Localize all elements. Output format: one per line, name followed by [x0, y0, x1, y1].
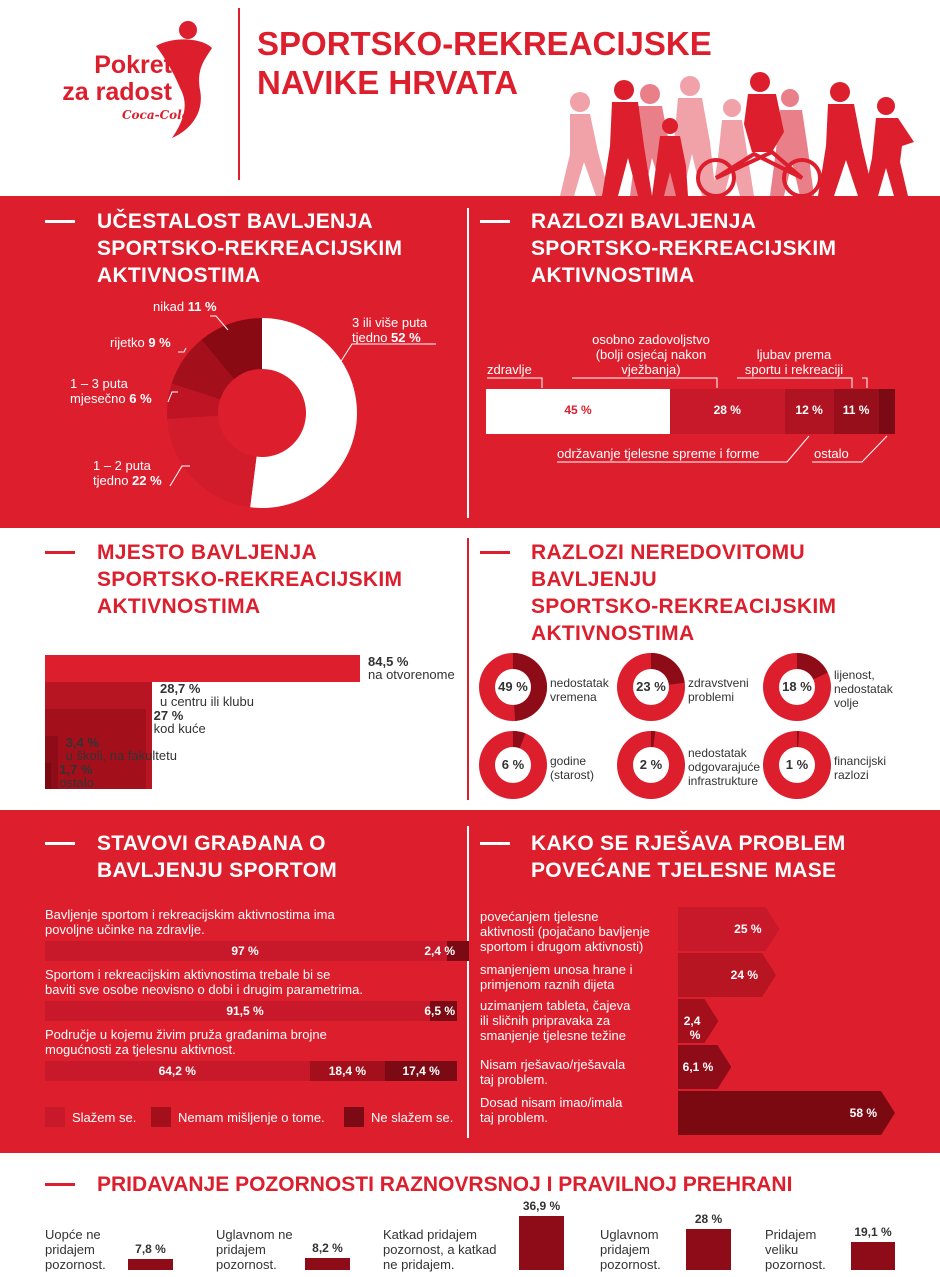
- place-title-line2: SPORTSKO-REKREACIJSKIM: [97, 568, 403, 591]
- irregular-label-line: (starost): [550, 768, 595, 782]
- attitude-agree-value: 91,5 %: [226, 1004, 264, 1018]
- diet-label-line: pridajem: [216, 1242, 266, 1257]
- diet-label-line: ne pridajem.: [383, 1257, 455, 1272]
- diet-bar-1: [305, 1258, 350, 1270]
- frequency-title-line2: SPORTSKO-REKREACIJSKIM: [97, 237, 403, 260]
- weight-value: 58 %: [849, 1106, 877, 1120]
- diet-label-line: pozornost.: [765, 1257, 826, 1272]
- reasons-segment-value: 12 %: [795, 403, 823, 417]
- weight-label-line: uzimanjem tableta, čajeva: [480, 998, 631, 1013]
- place-value: 84,5 %: [368, 654, 409, 669]
- irregular-label-3: [550, 754, 594, 782]
- weight-label-3: [480, 1057, 625, 1087]
- place-title-line3: AKTIVNOSTIMA: [97, 595, 261, 618]
- diet-label-line: Uglavnom: [600, 1227, 659, 1242]
- weight-label-line: ili sličnih pripravaka za: [480, 1013, 611, 1028]
- diet-bar-3: [686, 1229, 731, 1270]
- reasons-segment-value: 11 %: [842, 403, 870, 417]
- place-label-2: [154, 709, 206, 735]
- attitude-disagree-value: 2,4 %: [424, 944, 455, 958]
- weight-value: 6,1 %: [682, 1060, 714, 1074]
- place-label-4: [59, 763, 94, 789]
- place-text: ostalo: [59, 775, 95, 790]
- freq-label-never: nikad 11 %: [153, 299, 217, 314]
- irregular-value: 18 %: [782, 679, 812, 694]
- diet-label-4: [765, 1227, 826, 1272]
- place-dash: [45, 551, 75, 554]
- weight-title-line1: KAKO SE RJEŠAVA PROBLEM: [531, 832, 846, 855]
- section2-divider: [467, 538, 469, 800]
- place-value: 3,4 %: [65, 735, 99, 750]
- diet-dash: [45, 1183, 75, 1186]
- irregular-label-line: nedostatak: [688, 746, 747, 760]
- irregular-title-line3: SPORTSKO-REKREACIJSKIM: [531, 595, 837, 618]
- irregular-value: 23 %: [636, 679, 666, 694]
- attitude-statement-1: [45, 967, 363, 997]
- irregular-label-4: [688, 746, 760, 788]
- weight-title-line2: POVEĆANE TJELESNE MASE: [531, 859, 837, 882]
- reasons-title-line2: SPORTSKO-REKREACIJSKIM: [531, 237, 837, 260]
- reasons-segment-value: 45 %: [564, 403, 592, 417]
- weight-arrow-chart: [478, 907, 918, 1133]
- diet-chart: [0, 1200, 940, 1277]
- irregular-label-line: problemi: [688, 690, 735, 704]
- diet-bar-2: [519, 1216, 564, 1270]
- attitude-statement-2: [45, 1027, 327, 1057]
- attitudes-title-line2: BAVLJENJU SPORTOM: [97, 859, 338, 882]
- diet-value-0: 7,8 %: [135, 1241, 166, 1256]
- diet-value-3: 28 %: [694, 1212, 723, 1227]
- irregular-label-0: [550, 676, 609, 704]
- diet-label-line: pozornost.: [45, 1257, 106, 1272]
- place-value: 27 %: [153, 708, 184, 723]
- weight-label-line: smanjenje tjelesne težine: [480, 1028, 626, 1043]
- attitude-disagree-value: 17,4 %: [402, 1064, 440, 1078]
- frequency-leader-lines: [0, 196, 467, 528]
- attitude-statement-line: Sportom i rekreacijskim aktivnostima trebale bi se: [45, 967, 331, 982]
- place-title: [97, 539, 402, 620]
- diet-label-line: Pridajem: [765, 1227, 817, 1242]
- irregular-label-line: nedostatak: [834, 682, 893, 696]
- attitude-statement-line: Bavljenje sportom i rekreacijskim aktivnostima ima: [45, 907, 335, 922]
- diet-title: PRIDAVANJE POZORNOSTI RAZNOVRSNOJ I PRAVILNOJ PREHRANI: [97, 1173, 793, 1196]
- reasons-title-line1: RAZLOZI BAVLJENJA: [531, 210, 757, 233]
- irregular-label-line: infrastrukture: [688, 774, 759, 788]
- diet-label-2: [383, 1227, 496, 1272]
- weight-label-4: [480, 1095, 622, 1125]
- attitude-statement-line: povoljne učinke na zdravlje.: [45, 922, 205, 937]
- frequency-title-line1: UČESTALOST BAVLJENJA: [97, 210, 373, 233]
- irregular-donut-grid: [478, 652, 938, 802]
- place-text: na otvorenome: [368, 667, 455, 682]
- diet-value-2: 36,9 %: [522, 1199, 561, 1213]
- weight-label-line: taj problem.: [480, 1110, 548, 1125]
- diet-label-0: [45, 1227, 106, 1272]
- diet-bar-0: [128, 1259, 173, 1270]
- page-title-line1: SPORTSKO-REKREACIJSKE: [257, 25, 712, 62]
- place-text: u školi, na fakultetu: [65, 748, 177, 763]
- place-text: kod kuće: [153, 721, 206, 736]
- section3-divider: [467, 826, 469, 1138]
- irregular-label-2: [834, 668, 893, 710]
- weight-label-1: [480, 962, 632, 992]
- irregular-label-line: zdravstveni: [688, 676, 749, 690]
- frequency-title-line3: AKTIVNOSTIMA: [97, 264, 261, 287]
- diet-value-1: 8,2 %: [312, 1241, 343, 1255]
- reasons-label-love: ljubav prema sportu i rekreaciji: [744, 347, 844, 377]
- weight-label-line: smanjenjem unosa hrane i: [480, 962, 633, 977]
- weight-label-line: taj problem.: [480, 1072, 548, 1087]
- reasons-label-fitness: održavanje tjelesne spreme i forme: [557, 446, 760, 461]
- irregular-label-line: razlozi: [834, 768, 869, 782]
- freq-label-weekly12: 1 – 2 puta tjedno 22 %: [93, 458, 162, 488]
- diet-label-line: pozornost, a katkad: [383, 1242, 497, 1257]
- legend-swatch-1: [151, 1107, 171, 1127]
- diet-label-line: Katkad pridajem: [383, 1227, 477, 1242]
- attitudes-legend: [45, 1107, 465, 1131]
- irregular-value: 2 %: [639, 757, 663, 772]
- irregular-title-line4: AKTIVNOSTIMA: [531, 622, 695, 645]
- freq-label-rarely: rijetko 9 %: [110, 335, 171, 350]
- irregular-value: 1 %: [785, 757, 809, 772]
- diet-bar-4: [851, 1242, 895, 1270]
- diet-label-line: pridajem: [45, 1242, 95, 1257]
- irregular-value: 49 %: [498, 679, 528, 694]
- diet-label-1: [216, 1227, 293, 1272]
- attitude-agree-value: 97 %: [231, 944, 259, 958]
- irregular-label-line: odgovarajuće: [688, 760, 761, 774]
- place-value: 28,7 %: [159, 681, 201, 696]
- place-label-1: [160, 682, 254, 708]
- attitude-statement-line: baviti sve osobe neovisno o dobi i drugim parametrima.: [45, 982, 363, 997]
- place-label-3: [66, 736, 177, 762]
- weight-label-line: povećanjem tjelesne: [480, 909, 599, 924]
- attitudes-statements: [45, 907, 457, 1087]
- attitude-disagree-value: 6,5 %: [424, 1004, 455, 1018]
- legend-swatch-2: [344, 1107, 364, 1127]
- diet-label-line: pridajem: [600, 1242, 650, 1257]
- freq-label-weekly3: 3 ili više puta tjedno 52 %: [352, 315, 428, 345]
- irregular-label-line: vremena: [550, 690, 597, 704]
- irregular-title-line2: BAVLJENJU: [531, 568, 658, 591]
- place-text: u centru ili klubu: [159, 694, 254, 709]
- irregular-label-line: godine: [550, 754, 587, 768]
- irregular-title-line1: RAZLOZI NEREDOVITOMU: [531, 541, 805, 564]
- logo-brand: Coca-Cola: [122, 108, 190, 122]
- weight-value: 25 %: [734, 922, 762, 936]
- logo-text: [48, 52, 172, 106]
- weight-label-line: Nisam rješavao/rješavala: [480, 1057, 626, 1072]
- irregular-title: [531, 539, 836, 647]
- reasons-label-other: ostalo: [814, 446, 849, 461]
- attitudes-title-line1: STAVOVI GRAĐANA O: [97, 832, 326, 855]
- irregular-dash: [480, 551, 510, 554]
- attitude-neutral-value: 18,4 %: [328, 1064, 367, 1078]
- place-bar-chart: [45, 655, 465, 795]
- place-bar-4: [45, 763, 51, 789]
- legend-swatch-0: [45, 1107, 65, 1127]
- irregular-label-line: lijenost,: [834, 668, 875, 682]
- diet-label-line: pozornost.: [600, 1257, 661, 1272]
- weight-label-line: primjenom raznih dijeta: [480, 977, 615, 992]
- header: [0, 0, 940, 196]
- irregular-label-5: [834, 754, 886, 782]
- diet-label-3: [600, 1227, 661, 1272]
- irregular-label-line: financijski: [834, 754, 887, 768]
- freq-label-monthly: 1 – 3 puta mjesečno 6 %: [70, 376, 152, 406]
- irregular-value: 6 %: [501, 757, 525, 772]
- attitude-statement-line: Područje u kojemu živim pruža građanima brojne: [45, 1027, 327, 1042]
- diet-value-4: 19,1 %: [854, 1225, 892, 1240]
- reasons-label-health: zdravlje: [487, 362, 532, 377]
- diet-label-line: pozornost.: [216, 1257, 277, 1272]
- weight-value: 24 %: [730, 968, 758, 982]
- legend-label-1: Nemam mišljenje o tome.: [178, 1110, 325, 1125]
- attitudes-title: [97, 830, 337, 884]
- place-bar-0: [45, 655, 360, 682]
- diet-label-line: Uopće ne: [45, 1227, 101, 1242]
- logo-line2: za radost: [62, 78, 172, 106]
- people-silhouettes-icon: [540, 62, 930, 196]
- place-value: 1,7 %: [59, 762, 93, 777]
- place-title-line1: MJESTO BAVLJENJA: [97, 541, 317, 564]
- logo-line1: Pokret: [94, 51, 172, 79]
- reasons-title-line3: AKTIVNOSTIMA: [531, 264, 695, 287]
- reasons-segment-value: 28 %: [713, 403, 741, 417]
- place-label-0: [368, 655, 455, 681]
- weight-dash: [480, 842, 510, 845]
- diet-label-line: veliku: [765, 1242, 799, 1257]
- irregular-label-line: volje: [834, 696, 859, 710]
- weight-label-line: Dosad nisam imao/imala: [480, 1095, 623, 1110]
- weight-label-line: aktivnosti (pojačano bavljenje: [480, 924, 650, 939]
- reasons-label-satisfaction: osobno zadovoljstvo (bolji osjećaj nakon vježbanja): [592, 332, 710, 377]
- page-title-line2: NAVIKE HRVATA: [257, 64, 518, 101]
- diet-label-line: Uglavnom ne: [216, 1227, 293, 1242]
- weight-label-line: sportom i drugom aktivnosti): [480, 939, 644, 954]
- attitude-agree-value: 64,2 %: [158, 1064, 196, 1078]
- attitude-statement-line: mogućnosti za tjelesnu aktivnost.: [45, 1042, 236, 1057]
- attitude-statement-0: [45, 907, 335, 937]
- legend-label-0: Slažem se.: [72, 1110, 137, 1125]
- header-divider: [238, 8, 240, 180]
- attitudes-dash: [45, 842, 75, 845]
- legend-label-2: Ne slažem se.: [371, 1110, 454, 1125]
- weight-label-0: [480, 909, 650, 954]
- weight-value: 2,4 %: [683, 1014, 701, 1042]
- weight-label-2: [480, 998, 630, 1043]
- weight-title: [531, 830, 846, 884]
- irregular-label-line: nedostatak: [550, 676, 609, 690]
- irregular-label-1: [688, 676, 749, 704]
